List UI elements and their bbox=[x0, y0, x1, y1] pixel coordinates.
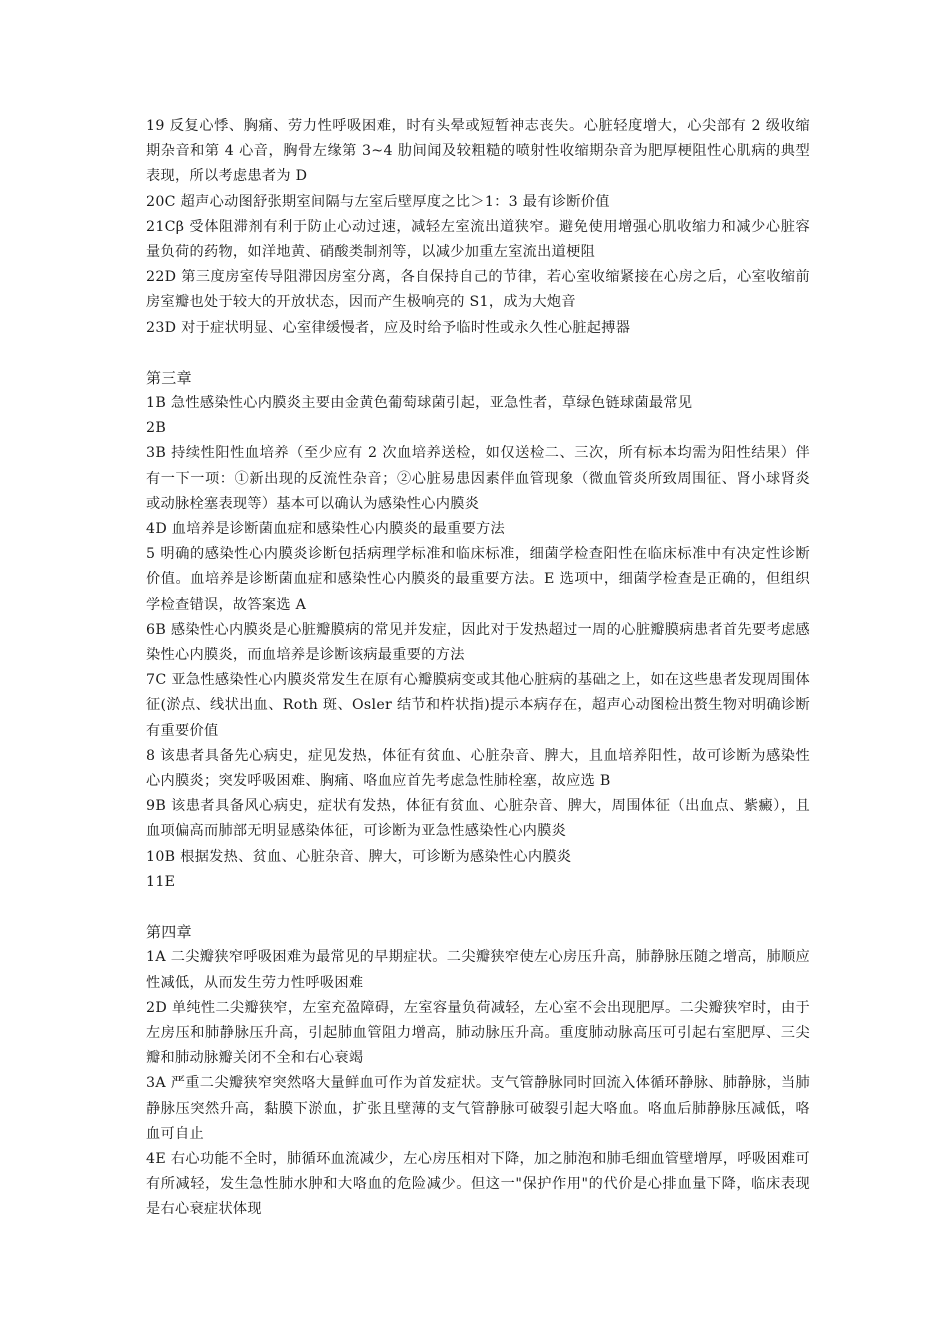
answer-item: 2D 单纯性二尖瓣狭窄，左室充盈障碍，左室容量负荷减轻，左心室不会出现肥厚。二尖瓣狭窄时，由于左房压和肺静脉压升高，引起肺血管阻力增高，肺动脉压升高。重度肺动脉高压可引起右室肥厚、三尖瓣和肺动脉瓣关闭不全和右心衰竭 bbox=[146, 999, 810, 1067]
answer-item: 5 明确的感染性心内膜炎诊断包括病理学标准和临床标准，细菌学检查阳性在临床标准中有决定性诊断价值。血培养是诊断菌血症和感染性心内膜炎的最重要方法。E 选项中，细菌学检查是正确的，但组织学检查错误，故答案选 A bbox=[146, 546, 810, 613]
answer-item: 20C 超声心动图舒张期室间隔与左室后壁厚度之比＞1：3 最有诊断价值 bbox=[146, 193, 610, 210]
answer-item: 1B 急性感染性心内膜炎主要由金黄色葡萄球菌引起，亚急性者，草绿色链球菌最常见 bbox=[146, 395, 693, 412]
section-chapter-3 bbox=[146, 366, 810, 895]
answer-item: 2B bbox=[146, 420, 167, 437]
answer-item: 4D 血培养是诊断菌血症和感染性心内膜炎的最重要方法 bbox=[146, 521, 506, 538]
chapter-heading: 第四章 bbox=[146, 923, 192, 942]
answer-item: 6B 感染性心内膜炎是心脏瓣膜病的常见并发症，因此对于发热超过一周的心脏瓣膜病患者首先要考虑感染性心内膜炎，而血培养是诊断该病最重要的方法 bbox=[146, 621, 810, 664]
answer-item: 1A 二尖瓣狭窄呼吸困难为最常见的早期症状。二尖瓣狭窄使左心房压升高，肺静脉压随之增高，肺顺应性减低，从而发生劳力性呼吸困难 bbox=[146, 949, 810, 991]
answer-item: 23D 对于症状明显、心室律缓慢者，应及时给予临时性或永久性心脏起搏器 bbox=[146, 319, 631, 336]
answer-item: 9B 该患者具备风心病史，症状有发热，体征有贫血、心脏杂音、脾大，周围体征（出血点、紫癜），且血项偏高而肺部无明显感染体征，可诊断为亚急性感染性心内膜炎 bbox=[146, 798, 810, 840]
answer-item: 4E 右心功能不全时，肺循环血流减少，左心房压相对下降，加之肺泡和肺毛细血管壁增厚，呼吸困难可有所减轻，发生急性肺水肿和大咯血的危险减少。但这一"保护作用"的代价是心排血量下降，临床表现是右心衰症状体现 bbox=[146, 1150, 810, 1218]
answer-item: 8 该患者具备先心病史，症见发热，体征有贫血、心脏杂音、脾大，且血培养阳性，故可诊断为感染性心内膜炎；突发呼吸困难、胸痛、咯血应首先考虑急性肺栓塞，故应选 B bbox=[146, 747, 810, 790]
answer-item: 7C 亚急性感染性心内膜炎常发生在原有心瓣膜病变或其他心脏病的基础之上，如在这些患者发现周围体征(淤点、线状出血、Roth 斑、Osler 结节和杵状指)提示本病存在，超声心动图检出赘生物对明确诊断有重要价值 bbox=[146, 672, 810, 739]
answer-item: 3A 严重二尖瓣狭窄突然咯大量鲜血可作为首发症状。支气管静脉同时回流入体循环静脉、肺静脉，当肺静脉压突然升高，黏膜下淤血，扩张且壁薄的支气管静脉可破裂引起大咯血。咯血后肺静脉压减低，咯血可自止 bbox=[146, 1075, 810, 1142]
answer-item: 11E bbox=[146, 873, 176, 890]
answer-item: 22D 第三度房室传导阻滞因房室分离，各自保持自己的节律，若心室收缩紧接在心房之后，心室收缩前房室瓣也处于较大的开放状态，因而产生极响亮的 S1，成为大炮音 bbox=[146, 269, 810, 311]
answer-item: 19 反复心悸、胸痛、劳力性呼吸困难，时有头晕或短暂神志丧失。心脏轻度增大，心尖部有 2 级收缩期杂音和第 4 心音，胸骨左缘第 3~4 肋间闻及较粗糙的喷射性收缩期杂音为肥厚梗阻性心肌病的典型表现，所以考虑患者为 D bbox=[146, 118, 810, 185]
section-continuation bbox=[146, 114, 810, 341]
chapter-heading: 第三章 bbox=[146, 368, 192, 387]
document-page bbox=[146, 114, 810, 1223]
answer-item: 21Cβ 受体阻滞剂有利于防止心动过速，减轻左室流出道狭窄。避免使用增强心肌收缩力和减少心脏容量负荷的药物，如洋地黄、硝酸类制剂等，以减少加重左室流出道梗阻 bbox=[146, 218, 810, 261]
answer-item: 3B 持续性阳性血培养（至少应有 2 次血培养送检，如仅送检二、三次，所有标本均需为阳性结果）伴有一下一项：①新出现的反流性杂音；②心脏易患因素伴血管现象（微血管炎所致周围征、肾小球肾炎或动脉栓塞表现等）基本可以确认为感染性心内膜炎 bbox=[146, 445, 810, 512]
answer-item: 10B 根据发热、贫血、心脏杂音、脾大，可诊断为感染性心内膜炎 bbox=[146, 848, 572, 865]
section-chapter-4 bbox=[146, 920, 810, 1222]
